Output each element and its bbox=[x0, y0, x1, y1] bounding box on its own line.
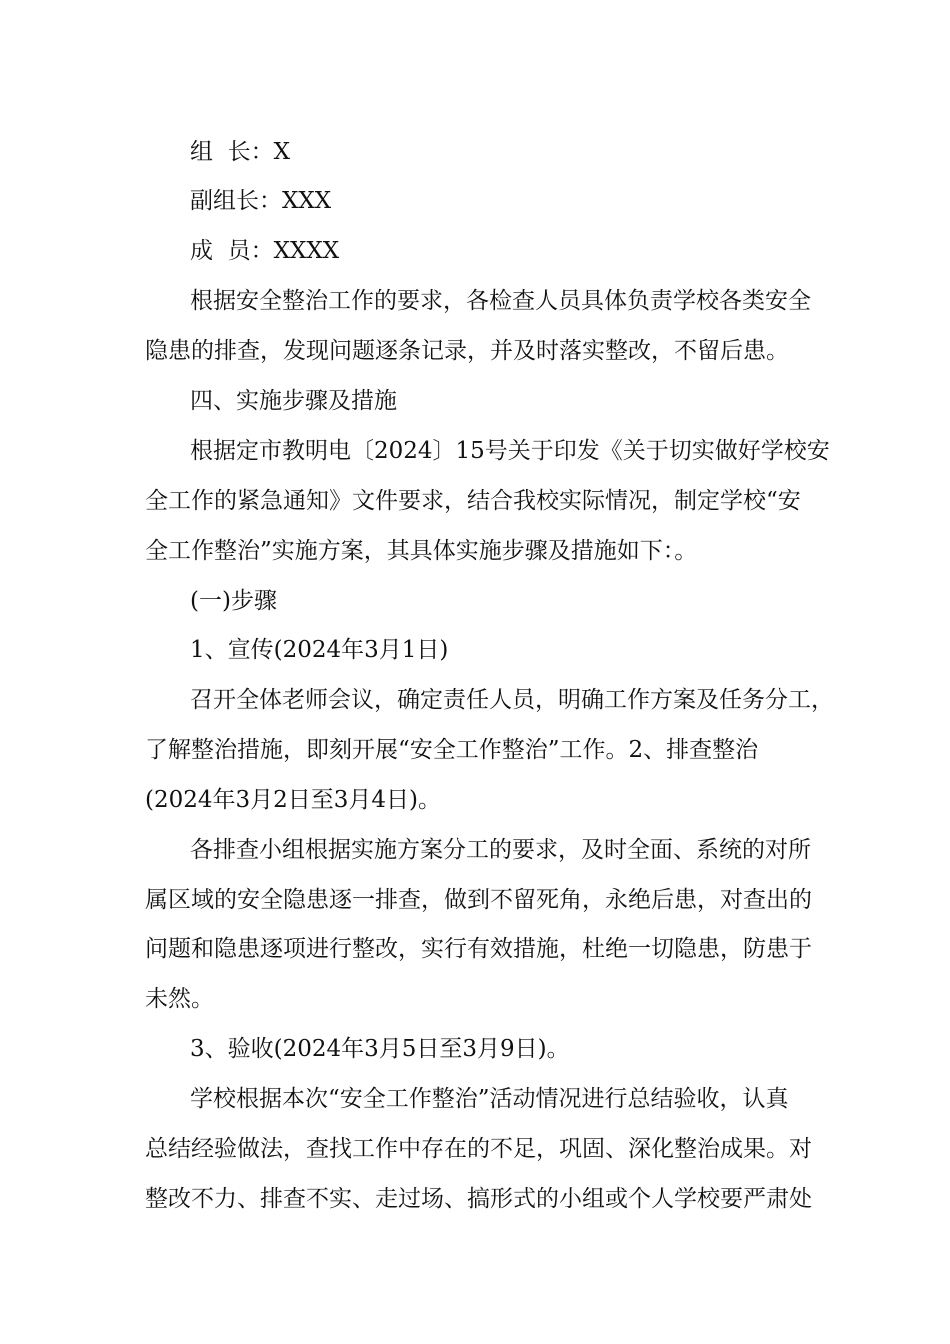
text-line: 召开全体老师会议，确定责任人员，明确工作方案及任务分工， bbox=[190, 687, 834, 713]
text-line: 根据安全整治工作的要求，各检查人员具体负责学校各类安全 bbox=[190, 288, 811, 314]
section-heading: 四、实施步骤及措施 bbox=[190, 388, 397, 414]
text-line: 组 长：X bbox=[190, 139, 290, 165]
text-line: 成 员：XXXX bbox=[190, 238, 340, 264]
text-line: 整改不力、排查不实、走过场、搞形式的小组或个人学校要严肃处 bbox=[145, 1186, 812, 1212]
text-line: 全工作整治”实施方案，其具体实施步骤及措施如下：。 bbox=[145, 538, 698, 564]
step-heading: 1、宣传(2024年3月1日) bbox=[190, 637, 449, 663]
text-line: 各排查小组根据实施方案分工的要求，及时全面、系统的对所 bbox=[190, 837, 811, 863]
text-line: 副组长：XXX bbox=[190, 188, 332, 214]
subsection-heading: (一)步骤 bbox=[190, 588, 277, 614]
text-line: 根据定市教明电〔2024〕15号关于印发《关于切实做好学校安 bbox=[190, 438, 830, 464]
step-heading: 3、验收(2024年3月5日至3月9日)。 bbox=[190, 1036, 570, 1062]
text-line: 了解整治措施，即刻开展“安全工作整治”工作。2、排查整治 bbox=[145, 737, 759, 763]
text-line: 未然。 bbox=[145, 986, 214, 1012]
text-line: 学校根据本次“安全工作整治”活动情况进行总结验收，认真 bbox=[190, 1086, 789, 1112]
text-line: 全工作的紧急通知》文件要求，结合我校实际情况，制定学校“安 bbox=[145, 488, 801, 514]
text-line: 总结经验做法，查找工作中存在的不足，巩固、深化整治成果。对 bbox=[145, 1136, 812, 1162]
text-line: 属区域的安全隐患逐一排查，做到不留死角，永绝后患，对查出的 bbox=[145, 887, 812, 913]
text-line: 问题和隐患逐项进行整改，实行有效措施，杜绝一切隐患，防患于 bbox=[145, 936, 812, 962]
text-line: 隐患的排查，发现问题逐条记录，并及时落实整改，不留后患。 bbox=[145, 338, 789, 364]
text-line: (2024年3月2日至3月4日)。 bbox=[145, 787, 442, 813]
